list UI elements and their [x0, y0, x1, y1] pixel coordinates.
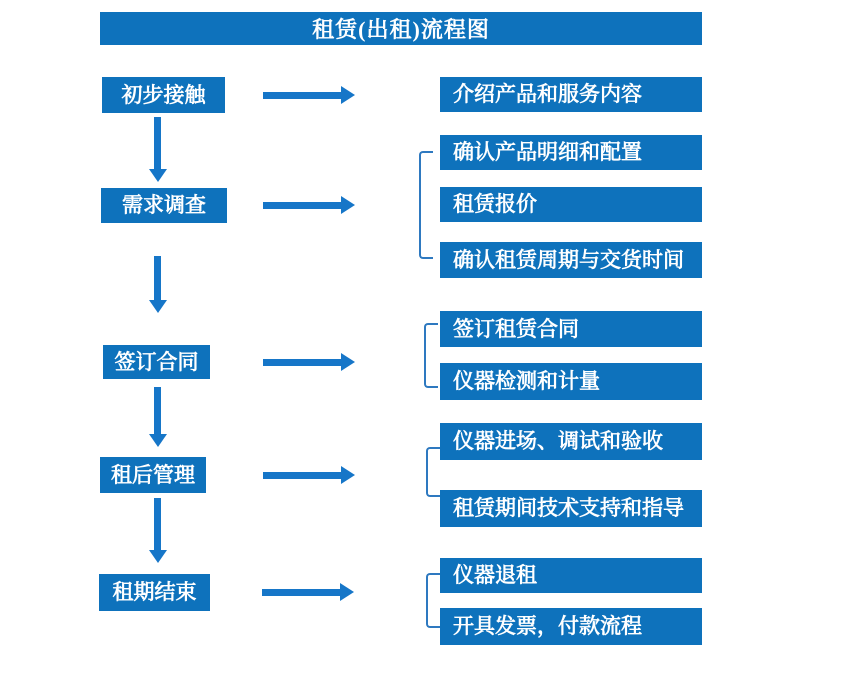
- detail-box-instrument-return: 仪器退租: [440, 558, 702, 593]
- bracket-stage4-details: [426, 447, 440, 497]
- stage-box-demand-survey: 需求调查: [101, 188, 227, 223]
- arrow-head-icon: [341, 86, 355, 104]
- detail-box-invoice-payment: 开具发票，付款流程: [440, 608, 702, 645]
- bracket-stage3-details: [424, 323, 438, 388]
- arrow-shaft: [263, 472, 342, 479]
- arrow-shaft: [262, 589, 341, 596]
- arrow-shaft: [154, 256, 161, 300]
- stage-box-post-rental-management: 租后管理: [100, 457, 206, 493]
- arrow-shaft: [154, 498, 161, 550]
- arrow-head-icon: [149, 169, 167, 182]
- arrow-head-icon: [149, 300, 167, 313]
- arrow-down-stage3-to-stage4: [149, 387, 167, 447]
- arrow-head-icon: [149, 434, 167, 447]
- arrow-right-stage3-details: [263, 353, 355, 371]
- detail-box-rental-quote: 租赁报价: [440, 187, 702, 222]
- detail-box-introduce-products: 介绍产品和服务内容: [440, 77, 702, 112]
- arrow-head-icon: [341, 466, 355, 484]
- arrow-shaft: [263, 359, 342, 366]
- arrow-down-stage4-to-stage5: [149, 498, 167, 563]
- arrow-down-stage2-to-stage3: [149, 256, 167, 313]
- bracket-stage5-details: [426, 573, 440, 628]
- arrow-right-stage5-details: [262, 583, 354, 601]
- arrow-shaft: [154, 387, 161, 434]
- arrow-head-icon: [341, 196, 355, 214]
- arrow-shaft: [154, 117, 161, 169]
- stage-box-sign-contract: 签订合同: [103, 345, 210, 379]
- diagram-title: 租赁(出租)流程图: [100, 12, 702, 45]
- arrow-right-stage4-details: [263, 466, 355, 484]
- arrow-shaft: [263, 202, 342, 209]
- arrow-down-stage1-to-stage2: [149, 117, 167, 182]
- detail-box-sign-rental-contract: 签订租赁合同: [440, 311, 702, 347]
- arrow-head-icon: [341, 353, 355, 371]
- arrow-right-stage2-details: [263, 196, 355, 214]
- detail-box-confirm-period-delivery: 确认租赁周期与交货时间: [440, 242, 702, 278]
- stage-box-rental-end: 租期结束: [99, 574, 210, 611]
- stage-box-initial-contact: 初步接触: [102, 77, 225, 113]
- arrow-head-icon: [340, 583, 354, 601]
- arrow-head-icon: [149, 550, 167, 563]
- detail-box-tech-support: 租赁期间技术支持和指导: [440, 490, 702, 527]
- arrow-shaft: [263, 92, 342, 99]
- detail-box-instrument-testing: 仪器检测和计量: [440, 363, 702, 400]
- arrow-right-stage1-details: [263, 86, 355, 104]
- bracket-stage2-details: [419, 151, 433, 259]
- detail-box-confirm-product-config: 确认产品明细和配置: [440, 135, 702, 170]
- detail-box-instrument-setup-acceptance: 仪器进场、调试和验收: [440, 423, 702, 460]
